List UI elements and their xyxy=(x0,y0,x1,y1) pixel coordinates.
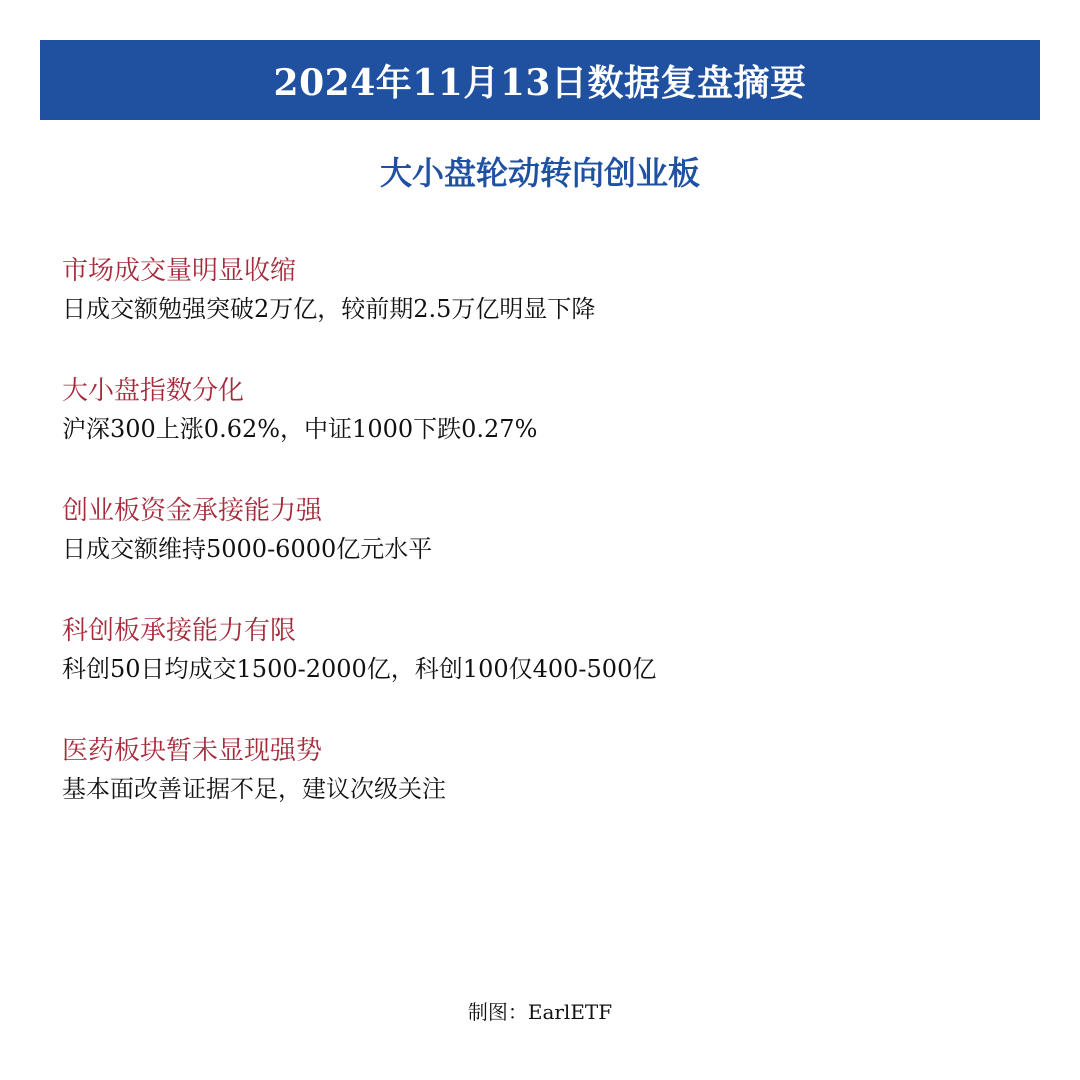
summary-sections xyxy=(62,252,1022,852)
header-banner xyxy=(40,40,1040,120)
page-title: 2024年11月13日数据复盘摘要 xyxy=(273,61,807,104)
section-body: 日成交额勉强突破2万亿，较前期2.5万亿明显下降 xyxy=(62,295,596,323)
summary-section-star-market xyxy=(62,612,1022,732)
section-heading: 科创板承接能力有限 xyxy=(62,616,297,646)
section-heading: 医药板块暂未显现强势 xyxy=(62,736,323,766)
section-heading: 市场成交量明显收缩 xyxy=(62,256,297,286)
summary-section-pharma xyxy=(62,732,1022,852)
page-subtitle: 大小盘轮动转向创业板 xyxy=(379,154,700,192)
credit-footer: 制图：EarlETF xyxy=(467,1000,613,1024)
section-heading: 创业板资金承接能力强 xyxy=(62,496,323,526)
section-body: 科创50日均成交1500-2000亿，科创100仅400-500亿 xyxy=(62,655,657,683)
summary-section-index-divergence xyxy=(62,372,1022,492)
summary-section-volume xyxy=(62,252,1022,372)
summary-section-chinext xyxy=(62,492,1022,612)
section-body: 基本面改善证据不足，建议次级关注 xyxy=(62,775,446,803)
section-body: 沪深300上涨0.62%，中证1000下跌0.27% xyxy=(62,415,538,443)
section-body: 日成交额维持5000-6000亿元水平 xyxy=(62,535,433,563)
section-heading: 大小盘指数分化 xyxy=(62,376,245,406)
